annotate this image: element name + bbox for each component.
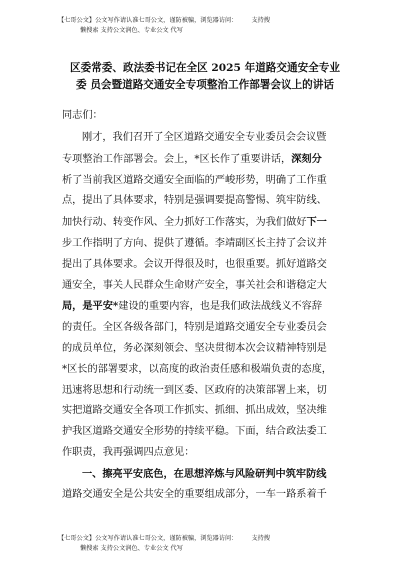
body-line-bold-prefix [62, 296, 352, 318]
page-header [58, 16, 358, 36]
header-line-2: 懒搜索 支持公文润色、专业公文 代写 [80, 27, 183, 34]
body-line: *区长的部署要求，以高度的政治责任感和极端负责的态度， [62, 363, 332, 375]
body-line: 提出了具体要求。会议开得很及时，也很重要。抓好道路交 [62, 258, 327, 270]
header-line-1-tail: 支持搜 [251, 17, 270, 24]
body-line: 点，提出了具体要求，特别是强调要提高警惕、筑牢防线、 [62, 195, 327, 207]
body-line: 刚才，我们召开了全区道路交通安全专业委员会会议暨 [82, 132, 327, 143]
document-title [40, 60, 370, 94]
page-footer [58, 534, 358, 554]
body-line: 护我区道路交通安全形势的持续平稳。下面，结合政法委工 [62, 426, 327, 438]
salutation: 同志们： [62, 110, 103, 121]
body-line: 加快行动、转变作风、全力抓好工作落实，为我们做好下一 [62, 216, 327, 229]
body-line: 步工作指明了方向、提供了遵循。李靖副区长主持了会议并 [62, 237, 327, 249]
footer-line-1-tail: 支持搜 [251, 535, 270, 542]
body-line: 作职责，我再强调四点意见： [62, 446, 195, 458]
footer-line-2: 懒搜索 支持公文润色、专业公文 代写 [80, 545, 183, 552]
body-line: 的责任。全区各级各部门，特别是道路交通安全专业委员会 [62, 322, 327, 334]
footer-line-1: 【七哥公文】公文写作请认准七哥公文，谨防被骗，浏览器访问： [58, 535, 238, 542]
body-line: 道路交通安全是公共安全的重要组成部分，一车一路系着千 [62, 488, 327, 500]
header-line-1: 【七哥公文】公文写作请认准七哥公文，谨防被骗，浏览器访问： [58, 17, 238, 24]
body-line: 实把道路交通安全各项工作抓实、抓细、抓出成效，坚决维 [62, 405, 327, 417]
document-body [62, 128, 352, 505]
body-line: 通安全，事关人民群众生命财产安全，事关社会和谐稳定大 [62, 279, 327, 291]
body-line: 迅速将思想和行动统一到区委、区政府的决策部署上来，切 [62, 384, 327, 396]
section-heading: 一、擦亮平安底色，在思想淬炼与风险研判中筑牢防线 [82, 467, 327, 480]
body-line: 析了当前我区道路交通安全面临的严峻形势，明确了工作重 [62, 174, 327, 186]
bold-phrase: 局，是平安* [62, 300, 119, 313]
title-line-1: 区委常委、政法委书记在全区 2025 年道路交通安全专业 [70, 62, 340, 74]
body-line: 专项整治工作部署会。会上，*区长作了重要讲话，深刻分 [62, 152, 322, 165]
body-line-text: 建设的重要内容，也是我们政法战线义不容辞 [118, 301, 323, 313]
body-line: 的成员单位，务必深刻领会、坚决贯彻本次会议精神特别是 [62, 342, 327, 354]
title-line-2: 委 员会暨道路交通安全专项整治工作部署会议上的讲话 [76, 79, 334, 91]
